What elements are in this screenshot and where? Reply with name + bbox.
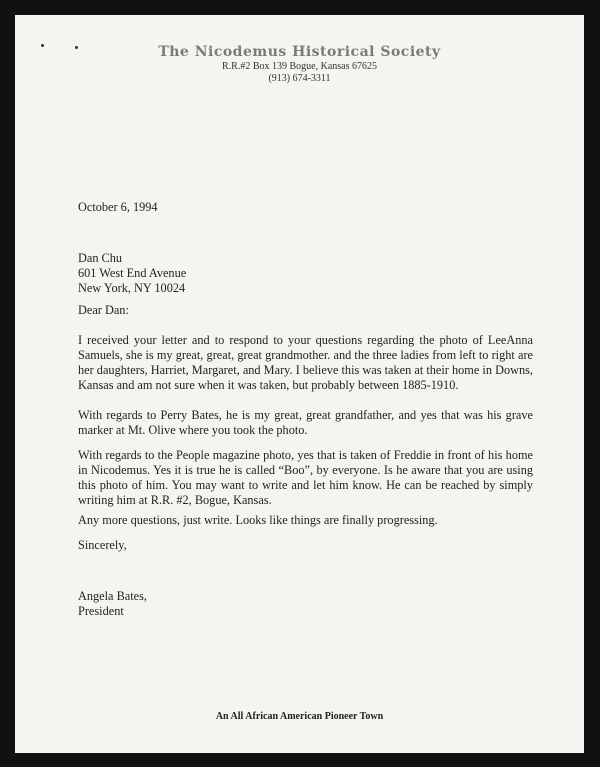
letter-footer: An All African American Pioneer Town: [215, 711, 384, 722]
letter-paragraph: [78, 448, 533, 508]
recipient-street: 601 West End Avenue: [78, 266, 187, 280]
paragraph-text: With regards to Perry Bates, he is my great, great grandfather, and yes that was his grave marker at Mt. Olive where you took the photo.: [78, 408, 533, 437]
closing: Sincerely,: [78, 538, 127, 552]
paragraph-text: I received your letter and to respond to your questions regarding the photo of LeeAnna Samuels, she is my great, great, great grandmother. and the three ladies from left to right are her daughters, Harriet, Margaret, and Mary. I believe this was taken at their home in Downs, Kansas and am not sure when it was taken, but probably between 1885-1910.: [78, 333, 533, 392]
signature-block: [78, 589, 533, 619]
salutation: Dear Dan:: [78, 303, 129, 317]
letterhead: [15, 43, 584, 85]
letter-paragraph: [78, 333, 533, 393]
letterhead-address: R.R.#2 Box 139 Bogue, Kansas 67625: [222, 61, 377, 72]
letter-date: October 6, 1994: [78, 200, 158, 214]
recipient-address: [78, 251, 533, 296]
signature-name: Angela Bates,: [78, 589, 147, 603]
recipient-name: Dan Chu: [78, 251, 123, 265]
letter-paragraph: [78, 513, 533, 528]
paragraph-text: Any more questions, just write. Looks like things are finally progressing.: [78, 513, 438, 527]
recipient-city: New York, NY 10024: [78, 281, 186, 295]
signature-title: President: [78, 604, 124, 618]
paragraph-text: With regards to the People magazine photo, yes that is taken of Freddie in front of his home in Nicodemus. Yes it is true he is called “Boo”, by everyone. Is he aware that you are using this photo of him. You may want to write and let him know. He can be reached by simply writing him at R.R. #2, Bogue, Kansas.: [78, 448, 533, 507]
letter-page: [15, 15, 584, 753]
letter-paragraph: [78, 408, 533, 438]
letterhead-phone: (913) 674-3311: [268, 73, 331, 84]
letterhead-organization: The Nicodemus Historical Society: [158, 44, 441, 60]
